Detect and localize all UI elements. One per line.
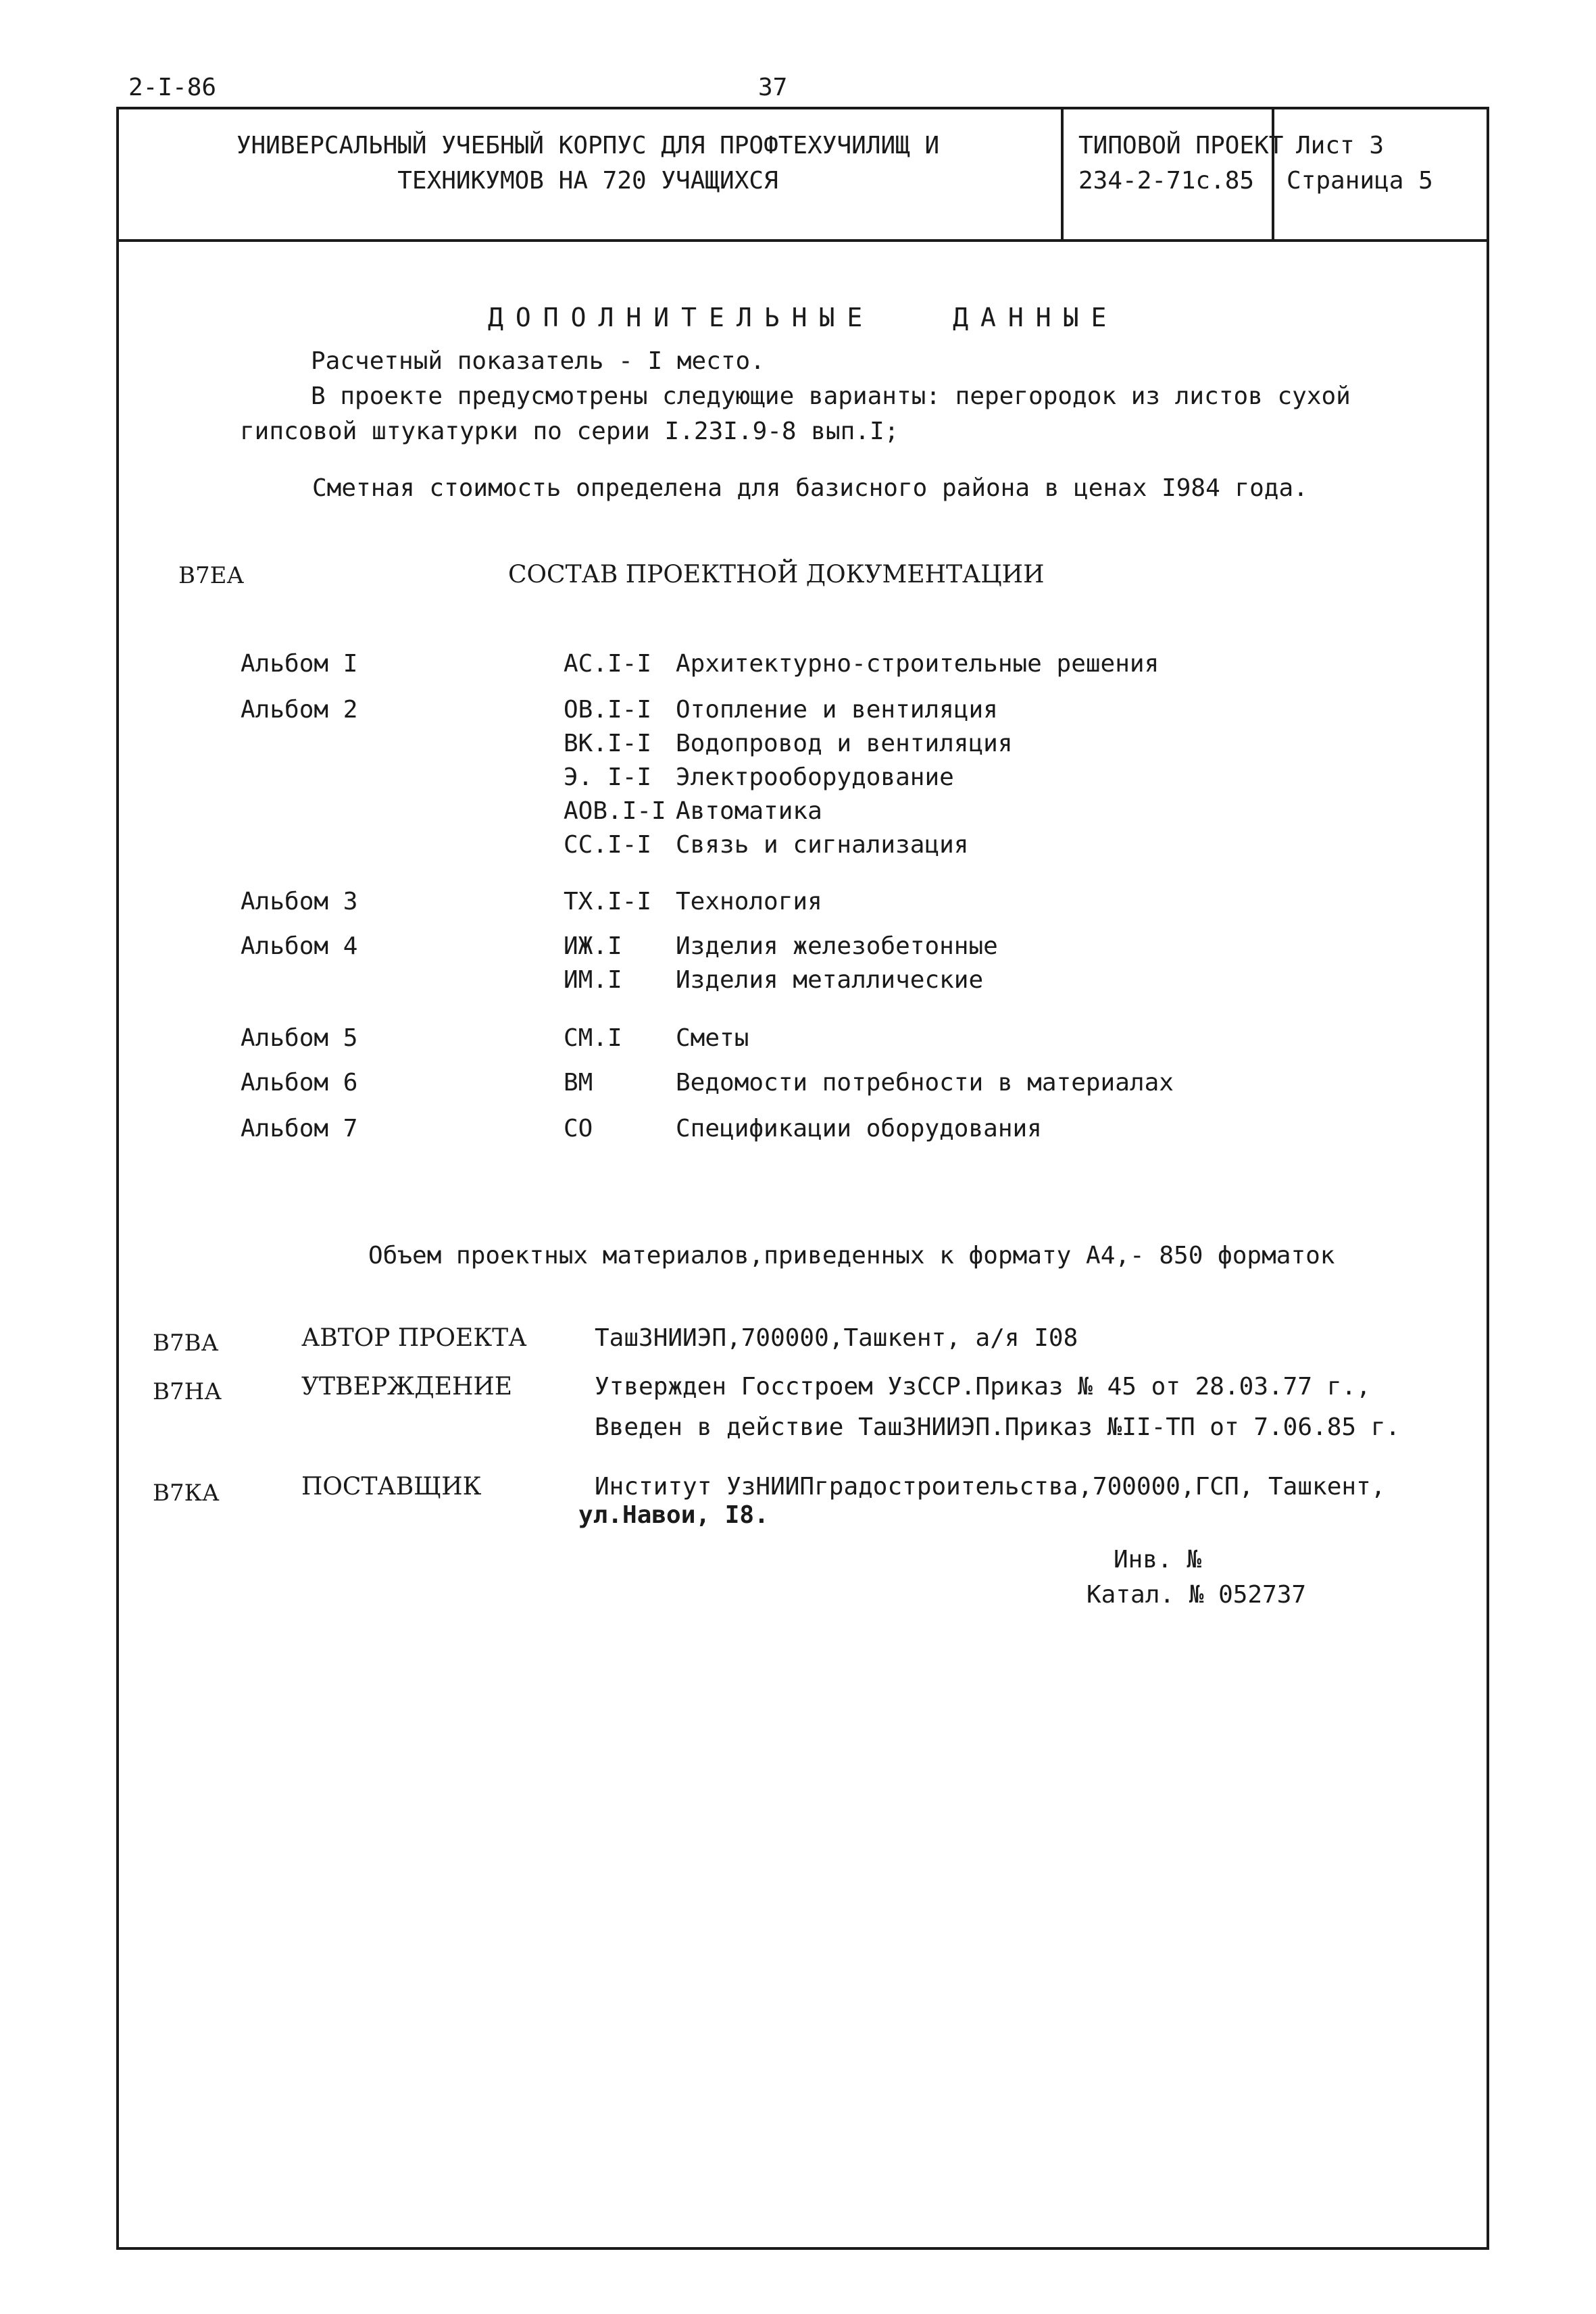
album-label: Альбом 6 <box>241 1069 358 1097</box>
page-number: 37 <box>758 74 788 101</box>
volume-line: Объем проектных материалов,приведенных к формату А4,- 850 форматок <box>368 1242 1335 1269</box>
supplier-value-1: Институт УзНИИПградостроительства,700000,ГСП, Ташкент, <box>595 1473 1386 1501</box>
document-code: 2-I-86 <box>128 74 217 101</box>
doc-name: Спецификации оборудования <box>676 1115 1042 1142</box>
doc-mark: АС.I-I <box>564 650 652 678</box>
album-label: Альбом 5 <box>241 1024 358 1052</box>
doc-mark: ТХ.I-I <box>564 888 652 915</box>
doc-name: Ведомости потребности в материалах <box>676 1069 1174 1097</box>
heading-word-1: ДОПОЛНИТЕЛЬНЫЕ <box>488 303 875 332</box>
catalog-number: Катал. № 052737 <box>1087 1581 1307 1609</box>
indicator-line: Расчетный показатель - I место. <box>311 347 765 375</box>
doc-mark: ИЖ.I <box>564 932 622 960</box>
page-label: Страница 5 <box>1287 167 1433 195</box>
approval-code: В7НА <box>153 1378 222 1405</box>
project-label: ТИПОВОЙ ПРОЕКТ <box>1078 132 1284 159</box>
doc-mark: СС.I-I <box>564 831 652 859</box>
album-label: Альбом 7 <box>241 1115 358 1142</box>
album-label: Альбом 2 <box>241 696 358 724</box>
doc-name: Изделия железобетонные <box>676 932 998 960</box>
supplier-value-2: ул.Навои, I8. <box>578 1501 769 1529</box>
album-label: Альбом 3 <box>241 888 358 915</box>
doc-mark: СО <box>564 1115 593 1142</box>
title-block <box>128 128 1047 199</box>
album-label: Альбом 4 <box>241 932 358 960</box>
author-label: АВТОР ПРОЕКТА <box>301 1324 527 1352</box>
cost-line: Сметная стоимость определена для базисного района в ценах I984 года. <box>312 474 1308 502</box>
header-bottom-rule <box>116 239 1489 242</box>
supplier-code: В7КА <box>153 1480 220 1507</box>
doc-name: Отопление и вентиляция <box>676 696 998 724</box>
doc-mark: ИМ.I <box>564 966 622 994</box>
doc-mark: Э. I-I <box>564 763 652 791</box>
doc-name: Связь и сигнализация <box>676 831 969 859</box>
sheet-block <box>1287 128 1433 199</box>
author-code: В7ВА <box>153 1330 219 1357</box>
variants-line: В проекте предусмотрены следующие варианты: перегородок из листов сухой <box>311 382 1351 410</box>
project-number: 234-2-71с.85 <box>1078 167 1255 195</box>
project-block <box>1078 128 1283 199</box>
heading-word-2: ДАННЫЕ <box>953 303 1119 332</box>
doc-mark: ВК.I-I <box>564 730 652 757</box>
approval-value-2: Введен в действие ТашЗНИИЭП.Приказ №II-ТП от 7.06.85 г. <box>595 1413 1401 1441</box>
doc-name: Электрооборудование <box>676 763 954 791</box>
doc-name: Автоматика <box>676 797 822 825</box>
doc-mark: ОВ.I-I <box>564 696 652 724</box>
inventory-number: Инв. № <box>1114 1546 1202 1574</box>
author-value: ТашЗНИИЭП,700000,Ташкент, а/я I08 <box>595 1324 1078 1352</box>
title-line-2: ТЕХНИКУМОВ НА 720 УЧАЩИХСЯ <box>397 167 778 195</box>
supplier-label: ПОСТАВЩИК <box>301 1473 482 1501</box>
approval-value-1: Утвержден Госстроем УзССР.Приказ № 45 от 28.03.77 г., <box>595 1373 1371 1401</box>
doc-name: Архитектурно-строительные решения <box>676 650 1159 678</box>
composition-title: СОСТАВ ПРОЕКТНОЙ ДОКУМЕНТАЦИИ <box>508 561 1045 588</box>
doc-mark: ВМ <box>564 1069 593 1097</box>
composition-code: В7ЕА <box>178 562 245 589</box>
doc-mark: СМ.I <box>564 1024 622 1052</box>
doc-name: Водопровод и вентиляция <box>676 730 1013 757</box>
doc-name: Изделия металлические <box>676 966 984 994</box>
additional-heading <box>488 303 1118 332</box>
doc-mark: АОВ.I-I <box>564 797 666 825</box>
variants-line-cont: гипсовой штукатурки по серии I.23I.9-8 вып.I; <box>240 418 899 445</box>
header-divider-1 <box>1061 107 1064 241</box>
approval-label: УТВЕРЖДЕНИЕ <box>301 1373 513 1401</box>
doc-name: Сметы <box>676 1024 749 1052</box>
title-line-1: УНИВЕРСАЛЬНЫЙ УЧЕБНЫЙ КОРПУС ДЛЯ ПРОФТЕХУЧИЛИЩ И <box>236 132 940 159</box>
doc-name: Технология <box>676 888 822 915</box>
sheet-number: Лист 3 <box>1296 132 1385 159</box>
album-label: Альбом I <box>241 650 358 678</box>
